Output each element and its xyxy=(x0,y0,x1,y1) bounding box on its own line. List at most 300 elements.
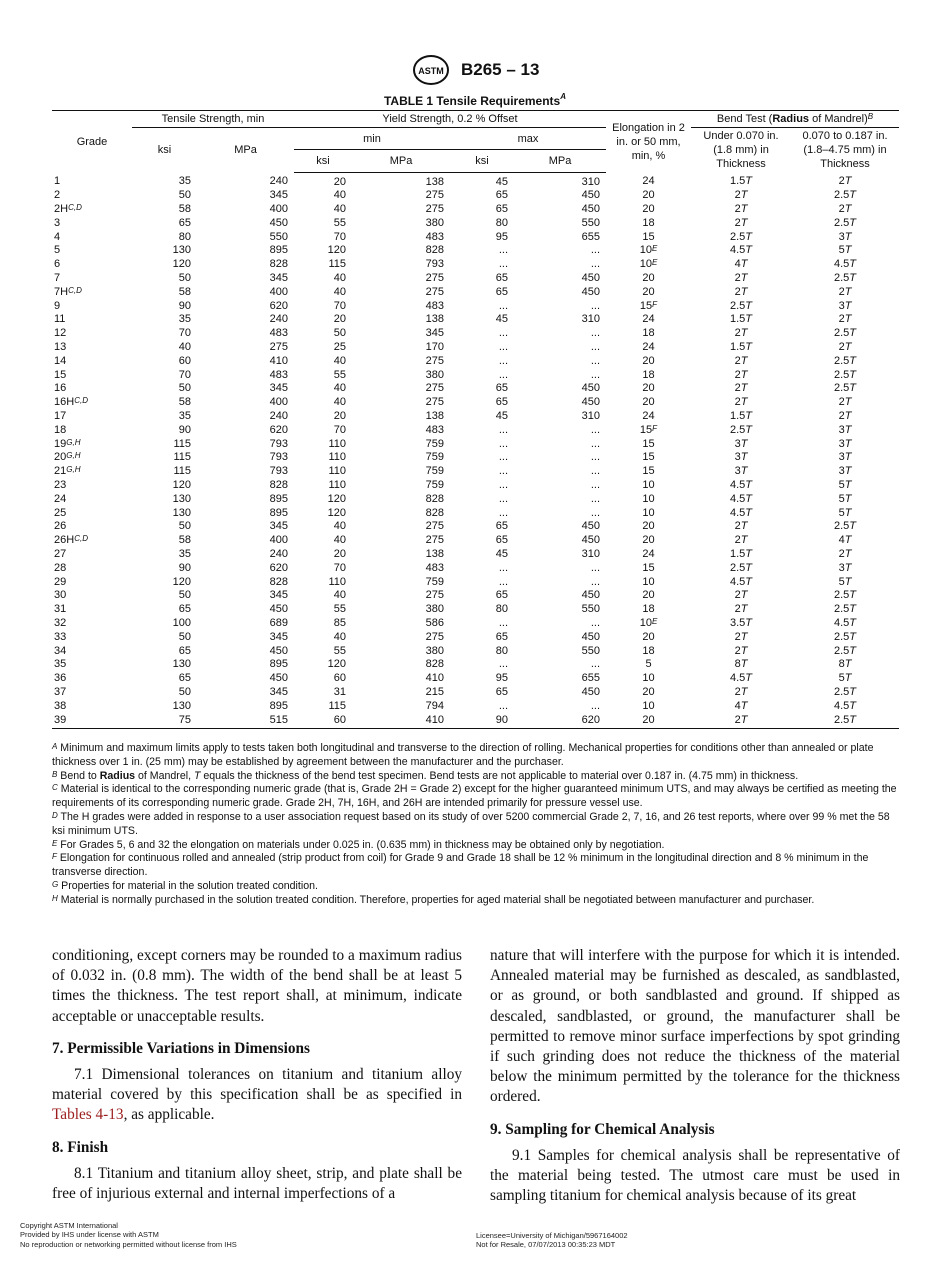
cell-yield-min-ksi: 25 xyxy=(333,341,346,354)
cell-yield-max-ksi: 65 xyxy=(495,382,508,395)
table-row xyxy=(52,258,899,272)
table-row xyxy=(52,576,899,590)
cell-tensile-mpa: 345 xyxy=(269,685,288,698)
cell-yield-min-ksi: 70 xyxy=(333,299,346,312)
cell-tensile-ksi: 50 xyxy=(178,520,191,533)
header-bend: Bend Test (Radius of Mandrel)$^B$ xyxy=(691,111,899,128)
table-row xyxy=(52,603,899,617)
cell-yield-min-mpa: 759 xyxy=(425,451,444,464)
cell-yield-max-ksi: ... xyxy=(498,423,508,436)
cell-bend-range: 2T xyxy=(838,313,852,326)
cell-bend-under: 2T xyxy=(734,396,748,409)
cell-tensile-mpa: 793 xyxy=(269,437,288,450)
cell-tensile-ksi: 65 xyxy=(178,644,191,657)
cell-yield-min-ksi: 60 xyxy=(294,714,352,729)
cell-tensile-mpa: 620 xyxy=(269,423,288,436)
cell-yield-min-mpa: 138 xyxy=(425,548,444,561)
header-yield-min-mpa: MPa xyxy=(352,150,450,172)
cell-elongation: 24 xyxy=(642,548,655,561)
cell-yield-min-mpa: 483 xyxy=(425,230,444,243)
cell-elongation: 24 xyxy=(642,341,655,354)
cell-yield-max-ksi: ... xyxy=(498,479,508,492)
cell-yield-max-ksi: ... xyxy=(498,244,508,257)
cell-elongation: 18 xyxy=(642,644,655,657)
header-yield-max-mpa: MPa xyxy=(514,150,606,172)
table-row xyxy=(52,438,899,452)
cell-tensile-mpa: 345 xyxy=(269,589,288,602)
cell-yield-max-mpa: ... xyxy=(590,479,600,492)
cell-bend-under: 2T xyxy=(734,327,748,340)
cell-yield-min-ksi: 40 xyxy=(333,354,346,367)
cell-tensile-ksi: 65 xyxy=(178,603,191,616)
cell-bend-under: 2T xyxy=(734,520,748,533)
cell-tensile-ksi: 50 xyxy=(178,189,191,202)
cell-tensile-mpa: 410 xyxy=(269,354,288,367)
cell-elongation: 15 xyxy=(642,451,655,464)
cell-tensile-ksi: 130 xyxy=(172,506,191,519)
cell-elongation: 10 xyxy=(642,575,655,588)
cell-bend-range: 2T xyxy=(838,548,852,561)
cell-yield-min-mpa: 410 xyxy=(425,672,444,685)
cell-yield-max-mpa: ... xyxy=(590,492,600,505)
cell-grade: 23 xyxy=(54,479,67,492)
cell-yield-min-mpa: 794 xyxy=(425,699,444,712)
cell-grade: $16H^{C,D}$ xyxy=(54,396,88,409)
cell-yield-max-ksi: 95 xyxy=(495,230,508,243)
cell-bend-range: 2.5T xyxy=(791,714,899,729)
table-row xyxy=(52,548,899,562)
cell-tensile-ksi: 35 xyxy=(178,175,191,188)
cell-yield-min-mpa: 275 xyxy=(425,354,444,367)
cell-yield-max-mpa: 655 xyxy=(581,672,600,685)
cell-yield-min-mpa: 380 xyxy=(425,644,444,657)
table-row xyxy=(52,172,899,189)
table-row xyxy=(52,217,899,231)
cell-yield-min-ksi: 110 xyxy=(328,465,346,478)
header-yield-max-ksi: ksi xyxy=(450,150,514,172)
table-row xyxy=(52,631,899,645)
cell-tensile-mpa: 400 xyxy=(269,203,288,216)
paragraph-finish-continued: nature that will interfere with the purpose for which it is intended. Annealed material may be furnished as descaled, as sandblasted, or as ground, or both sandblasted and ground. If shipped as descaled, sandblasted, or ground, the manufacturer shall be permitted to remove minor surface imperfections by spot grinding if such grinding does not reduce the thickness of the material below the minimum permitted by the tolerance for the thickness ordered. xyxy=(490,947,900,1106)
header-grade: Grade xyxy=(52,111,132,173)
cell-bend-under: 2T xyxy=(734,382,748,395)
cell-elongation: 15 xyxy=(642,561,655,574)
cell-yield-max-mpa: 550 xyxy=(581,216,600,229)
cell-bend-under: 1.5T xyxy=(729,313,753,326)
cell-yield-max-ksi: 45 xyxy=(495,548,508,561)
cell-yield-min-ksi: 110 xyxy=(328,479,346,492)
cell-tensile-mpa: 400 xyxy=(269,285,288,298)
table-row xyxy=(52,520,899,534)
cell-elongation: $15^F$ xyxy=(639,423,658,436)
cell-grade: $21^{G,H}$ xyxy=(54,465,81,478)
cell-grade: 18 xyxy=(54,423,67,436)
cell-bend-under: 3T xyxy=(734,465,748,478)
cell-tensile-ksi: 50 xyxy=(178,272,191,285)
table-row xyxy=(52,355,899,369)
cell-bend-range: 2.5T xyxy=(833,368,857,381)
table-row xyxy=(52,534,899,548)
cell-yield-min-ksi: 40 xyxy=(333,272,346,285)
cell-tensile-mpa: 345 xyxy=(269,520,288,533)
cell-tensile-ksi: 100 xyxy=(172,617,191,629)
cell-tensile-mpa: 483 xyxy=(269,368,288,381)
header-yield-max: max xyxy=(450,128,606,150)
cell-bend-under: 3T xyxy=(734,437,748,450)
cell-grade: 2 xyxy=(54,189,61,202)
cell-bend-under: 2T xyxy=(734,644,748,657)
cell-tensile-ksi: 70 xyxy=(178,368,191,381)
cell-grade: 25 xyxy=(54,506,67,519)
cell-tensile-mpa: 400 xyxy=(269,534,288,547)
cell-yield-min-mpa: 828 xyxy=(425,506,444,519)
cell-bend-range: 2.5T xyxy=(833,189,857,202)
cell-bend-range: 3T xyxy=(838,437,852,450)
cell-yield-min-mpa: 345 xyxy=(425,327,444,340)
cell-yield-max-ksi: ... xyxy=(498,327,508,340)
cell-yield-min-ksi: 120 xyxy=(327,506,346,519)
cell-yield-max-ksi: ... xyxy=(498,341,508,354)
cell-yield-max-ksi: 65 xyxy=(495,396,508,409)
cell-yield-max-ksi: ... xyxy=(498,299,508,312)
table-row xyxy=(52,369,899,383)
cell-tensile-mpa: 275 xyxy=(269,341,288,354)
cell-yield-max-ksi: ... xyxy=(498,699,508,712)
cell-grade: 9 xyxy=(54,299,61,312)
cell-yield-max-ksi: 95 xyxy=(495,672,508,685)
cell-tensile-mpa: 895 xyxy=(269,506,288,519)
cell-yield-max-ksi: ... xyxy=(498,465,508,478)
cell-yield-max-mpa: ... xyxy=(590,506,600,519)
cell-tensile-ksi: 35 xyxy=(178,548,191,561)
table-row xyxy=(52,493,899,507)
cell-bend-under: 2T xyxy=(734,630,748,643)
paragraph-bend-conditioning: conditioning, except corners may be rounded to a maximum radius of 0.032 in. (0.8 mm). The width of the bend shall be at least 5 times the thickness. The test report shall, at minimum, indicate acceptable or unacceptable results. xyxy=(52,947,462,1025)
cell-yield-max-ksi: 65 xyxy=(495,272,508,285)
cell-grade: 31 xyxy=(54,603,67,616)
cell-elongation: 20 xyxy=(642,272,655,285)
cell-bend-range: 4.5T xyxy=(833,258,857,271)
footnote-c: $^C$ Material is identical to the corresponding numeric grade (that is, Grade 2H = Grade 2) except for the higher guaranteed minimum UTS, and may always be certified as meeting the requirements of its corresponding numeric grade. Grade 2H, 7H, 16H, and 26H are intended primarily for pressure vessel use. xyxy=(52,783,897,810)
cell-elongation: 20 xyxy=(606,714,691,729)
cell-tensile-mpa: 400 xyxy=(269,396,288,409)
cell-grade: 26 xyxy=(54,520,67,533)
cell-tensile-ksi: 50 xyxy=(178,382,191,395)
cell-bend-range: 5T xyxy=(838,575,852,588)
cell-yield-min-mpa: 380 xyxy=(425,368,444,381)
cell-tensile-mpa: 828 xyxy=(269,258,288,271)
table-row xyxy=(52,189,899,203)
cell-tensile-mpa: 240 xyxy=(269,548,288,561)
cell-grade: 27 xyxy=(54,548,67,561)
cell-tensile-ksi: 40 xyxy=(178,341,191,354)
cell-bend-under: 4.5T xyxy=(729,506,753,519)
cell-yield-min-ksi: 110 xyxy=(328,451,346,464)
cell-yield-min-ksi: 110 xyxy=(328,575,346,588)
cell-tensile-ksi: 65 xyxy=(178,216,191,229)
cell-yield-min-ksi: 40 xyxy=(333,520,346,533)
cell-grade: 24 xyxy=(54,492,67,505)
table-row xyxy=(52,479,899,493)
cell-yield-min-ksi: 110 xyxy=(328,437,346,450)
cell-bend-under: 2T xyxy=(734,589,748,602)
cell-grade: 38 xyxy=(54,699,67,712)
cell-tensile-mpa: 450 xyxy=(269,644,288,657)
cell-elongation: 20 xyxy=(642,520,655,533)
cell-tensile-ksi: 90 xyxy=(178,299,191,312)
cell-yield-max-ksi: 80 xyxy=(495,216,508,229)
cell-elongation: 10 xyxy=(642,492,655,505)
cell-yield-max-mpa: 550 xyxy=(581,603,600,616)
cell-bend-range: 4T xyxy=(838,534,852,547)
cell-bend-under: 2T xyxy=(734,354,748,367)
cell-grade: 39 xyxy=(52,714,132,729)
tables-link[interactable]: Tables 4-13 xyxy=(52,1106,124,1124)
header-bend-range: 0.070 to 0.187 in. (1.8–4.75 mm) in Thickness xyxy=(802,130,888,170)
cell-bend-range: 5T xyxy=(838,244,852,257)
cell-yield-max-ksi: 65 xyxy=(495,589,508,602)
cell-yield-max-ksi: ... xyxy=(498,575,508,588)
cell-yield-max-mpa: 450 xyxy=(581,203,600,216)
cell-bend-under: 3.5T xyxy=(729,617,753,629)
cell-yield-min-mpa: 275 xyxy=(425,630,444,643)
cell-tensile-mpa: 240 xyxy=(269,313,288,326)
cell-yield-max-mpa: 310 xyxy=(581,548,600,561)
table-row xyxy=(52,272,899,286)
cell-bend-under: 1.5T xyxy=(729,341,753,354)
cell-yield-max-ksi: ... xyxy=(498,437,508,450)
cell-tensile-mpa: 450 xyxy=(269,672,288,685)
cell-yield-max-ksi: 65 xyxy=(495,285,508,298)
paragraph-9-1: 9.1 Samples for chemical analysis shall be representative of the material being tested. The utmost care must be used in sampling titanium for chemical analysis because of its great xyxy=(490,1146,900,1205)
cell-bend-range: 2.5T xyxy=(833,685,857,698)
cell-tensile-ksi: 120 xyxy=(172,258,191,271)
cell-grade: $7H^{C,D}$ xyxy=(54,285,82,298)
cell-tensile-mpa: 828 xyxy=(269,575,288,588)
cell-grade: 14 xyxy=(54,354,67,367)
cell-yield-min-mpa: 483 xyxy=(425,299,444,312)
cell-tensile-ksi: 60 xyxy=(178,354,191,367)
table-row xyxy=(52,465,899,479)
cell-yield-min-ksi: 20 xyxy=(333,313,346,326)
cell-tensile-ksi: 75 xyxy=(132,714,197,729)
cell-tensile-ksi: 58 xyxy=(178,534,191,547)
cell-grade: $19^{G,H}$ xyxy=(54,437,81,450)
cell-yield-max-mpa: ... xyxy=(590,354,600,367)
header-tensile-mpa: MPa xyxy=(234,144,257,156)
cell-grade: 34 xyxy=(54,644,67,657)
footer-copyright: Copyright ASTM International Provided by IHS under license with ASTM No reproduction or networking permitted without license from IHS xyxy=(20,1221,237,1249)
cell-grade: 11 xyxy=(54,313,66,326)
cell-elongation: 10 xyxy=(642,506,655,519)
cell-yield-max-ksi: ... xyxy=(498,354,508,367)
cell-bend-range: 3T xyxy=(838,561,852,574)
cell-yield-max-mpa: ... xyxy=(590,575,600,588)
cell-yield-min-ksi: 40 xyxy=(333,534,346,547)
cell-yield-max-mpa: 310 xyxy=(581,410,600,423)
page-header xyxy=(0,54,950,86)
table-row xyxy=(52,562,899,576)
cell-yield-min-mpa: 138 xyxy=(425,175,444,188)
table-row xyxy=(52,300,899,314)
cell-tensile-ksi: 90 xyxy=(178,561,191,574)
table-row xyxy=(52,410,899,424)
cell-elongation: $10^E$ xyxy=(639,258,658,271)
cell-yield-min-ksi: 50 xyxy=(333,327,346,340)
cell-yield-min-ksi: 120 xyxy=(327,244,346,257)
cell-yield-max-mpa: 450 xyxy=(581,685,600,698)
cell-bend-under: 2T xyxy=(734,203,748,216)
cell-tensile-ksi: 130 xyxy=(172,658,191,671)
cell-tensile-mpa: 793 xyxy=(269,465,288,478)
cell-grade: 12 xyxy=(54,327,67,340)
cell-tensile-mpa: 515 xyxy=(197,714,294,729)
cell-yield-min-mpa: 215 xyxy=(425,685,444,698)
cell-tensile-ksi: 50 xyxy=(178,630,191,643)
cell-tensile-mpa: 828 xyxy=(269,479,288,492)
cell-bend-under: 2T xyxy=(734,368,748,381)
cell-grade: 1 xyxy=(54,175,61,188)
cell-yield-min-mpa: 275 xyxy=(425,189,444,202)
cell-elongation: 24 xyxy=(642,175,655,188)
cell-elongation: $10^E$ xyxy=(639,617,658,629)
cell-yield-min-ksi: 115 xyxy=(328,258,346,271)
body-column-right xyxy=(490,946,900,1206)
cell-yield-max-mpa: 310 xyxy=(581,313,600,326)
cell-bend-under: 4.5T xyxy=(729,492,753,505)
cell-bend-under: 4.5T xyxy=(729,672,753,685)
cell-elongation: 24 xyxy=(642,410,655,423)
cell-bend-under: 4T xyxy=(734,258,748,271)
cell-yield-min-ksi: 55 xyxy=(333,603,346,616)
cell-grade: 35 xyxy=(54,658,67,671)
cell-yield-max-mpa: 450 xyxy=(581,534,600,547)
table-row xyxy=(52,672,899,686)
cell-tensile-mpa: 895 xyxy=(269,658,288,671)
cell-elongation: 18 xyxy=(642,368,655,381)
cell-elongation: 20 xyxy=(642,396,655,409)
cell-bend-range: 2.5T xyxy=(833,327,857,340)
cell-tensile-ksi: 120 xyxy=(172,575,191,588)
footnote-b: $^B$ Bend to Radius of Mandrel, T equals the thickness of the bend test specimen. Bend tests are not applicable to material over 0.187 in. (4.75 mm) in thickness. xyxy=(52,769,799,782)
cell-bend-under: 2.5T xyxy=(729,230,753,243)
cell-bend-range: 2.5T xyxy=(833,520,857,533)
cell-yield-min-mpa: 275 xyxy=(425,203,444,216)
tensile-requirements-table xyxy=(52,110,899,729)
cell-yield-max-mpa: 310 xyxy=(581,175,600,188)
cell-yield-max-mpa: ... xyxy=(590,465,600,478)
header-elongation: Elongation in 2 in. or 50 mm, min, % xyxy=(606,111,691,173)
cell-yield-min-ksi: 70 xyxy=(333,561,346,574)
table-row xyxy=(52,658,899,672)
cell-tensile-ksi: 115 xyxy=(173,437,191,450)
table-row xyxy=(52,686,899,700)
cell-bend-under: 2T xyxy=(734,603,748,616)
cell-yield-min-ksi: 40 xyxy=(333,285,346,298)
cell-bend-under: 2.5T xyxy=(729,423,753,436)
footnote-d: $^D$ The H grades were added in response to a user association request based on its study of over 5200 commercial Grade 2, 7, 16, and 26 test reports, where over 99 % met the 58 ksi minimum UTS. xyxy=(52,810,890,837)
cell-yield-max-ksi: 45 xyxy=(495,410,508,423)
cell-grade: 13 xyxy=(54,341,67,354)
cell-yield-max-ksi: ... xyxy=(498,368,508,381)
astm-logo-icon xyxy=(411,54,451,86)
cell-bend-range: 3T xyxy=(838,451,852,464)
header-yield: Yield Strength, 0.2 % Offset xyxy=(294,111,606,128)
cell-tensile-ksi: 58 xyxy=(178,396,191,409)
cell-yield-max-mpa: 450 xyxy=(581,272,600,285)
cell-yield-max-ksi: 45 xyxy=(495,313,508,326)
cell-tensile-ksi: 115 xyxy=(173,465,191,478)
cell-bend-under: 2T xyxy=(734,685,748,698)
header-tensile-ksi: ksi xyxy=(157,144,172,156)
cell-grade: 5 xyxy=(54,244,61,257)
cell-yield-max-ksi: 65 xyxy=(495,520,508,533)
cell-bend-range: 2.5T xyxy=(833,630,857,643)
cell-yield-min-mpa: 828 xyxy=(425,492,444,505)
cell-yield-max-mpa: ... xyxy=(590,437,600,450)
cell-bend-under: 4.5T xyxy=(729,244,753,257)
table-row xyxy=(52,645,899,659)
cell-bend-range: 2T xyxy=(838,396,852,409)
cell-yield-min-ksi: 40 xyxy=(333,189,346,202)
cell-grade: 33 xyxy=(54,630,67,643)
cell-yield-max-mpa: 450 xyxy=(581,520,600,533)
cell-bend-range: 3T xyxy=(838,299,852,312)
cell-tensile-ksi: 58 xyxy=(178,285,191,298)
footnote-a: $^A$ Minimum and maximum limits apply to tests taken both longitudinal and transverse to the direction of rolling. Mechanical properties for conditions other than annealed or plate thickness over 1 in. (25 mm) may be established by agreement between the manufacturer and the purchaser. xyxy=(52,742,874,768)
cell-yield-max-mpa: ... xyxy=(590,244,600,257)
document-designation: B265 – 13 xyxy=(461,60,540,79)
cell-tensile-mpa: 483 xyxy=(269,327,288,340)
cell-elongation: 18 xyxy=(642,216,655,229)
cell-tensile-mpa: 240 xyxy=(269,410,288,423)
header-yield-min-ksi: ksi xyxy=(294,150,352,172)
cell-bend-under: 2T xyxy=(734,189,748,202)
cell-elongation: 20 xyxy=(642,534,655,547)
table-row xyxy=(52,700,899,714)
cell-tensile-ksi: 120 xyxy=(172,479,191,492)
cell-yield-max-mpa: ... xyxy=(590,423,600,436)
cell-yield-max-mpa: 450 xyxy=(581,630,600,643)
cell-grade: 30 xyxy=(54,589,67,602)
cell-elongation: 20 xyxy=(642,382,655,395)
footer-license: Licensee=University of Michigan/5967164002 Not for Resale, 07/07/2013 00:35:23 MDT xyxy=(476,1231,628,1250)
cell-elongation: 10 xyxy=(642,699,655,712)
cell-bend-under: 2.5T xyxy=(729,299,753,312)
cell-yield-max-ksi: ... xyxy=(498,451,508,464)
cell-bend-range: 2.5T xyxy=(833,589,857,602)
cell-yield-min-mpa: 380 xyxy=(425,216,444,229)
cell-yield-min-mpa: 138 xyxy=(425,313,444,326)
cell-elongation: 20 xyxy=(642,189,655,202)
cell-yield-max-mpa: 450 xyxy=(581,396,600,409)
table-row xyxy=(52,382,899,396)
cell-bend-range: 5T xyxy=(838,506,852,519)
cell-grade: $2H^{C,D}$ xyxy=(54,203,82,216)
cell-tensile-mpa: 895 xyxy=(269,244,288,257)
table-row xyxy=(52,341,899,355)
logo-text: ASTM xyxy=(417,66,444,76)
cell-bend-under: 2T xyxy=(734,216,748,229)
cell-grade: 4 xyxy=(54,230,61,243)
cell-grade: $20^{G,H}$ xyxy=(54,451,81,464)
cell-yield-min-ksi: 55 xyxy=(333,644,346,657)
cell-tensile-mpa: 895 xyxy=(269,699,288,712)
table-body xyxy=(52,172,899,729)
cell-yield-max-mpa: 450 xyxy=(581,189,600,202)
cell-tensile-mpa: 450 xyxy=(269,603,288,616)
section-8-heading: 8. Finish xyxy=(52,1138,109,1156)
